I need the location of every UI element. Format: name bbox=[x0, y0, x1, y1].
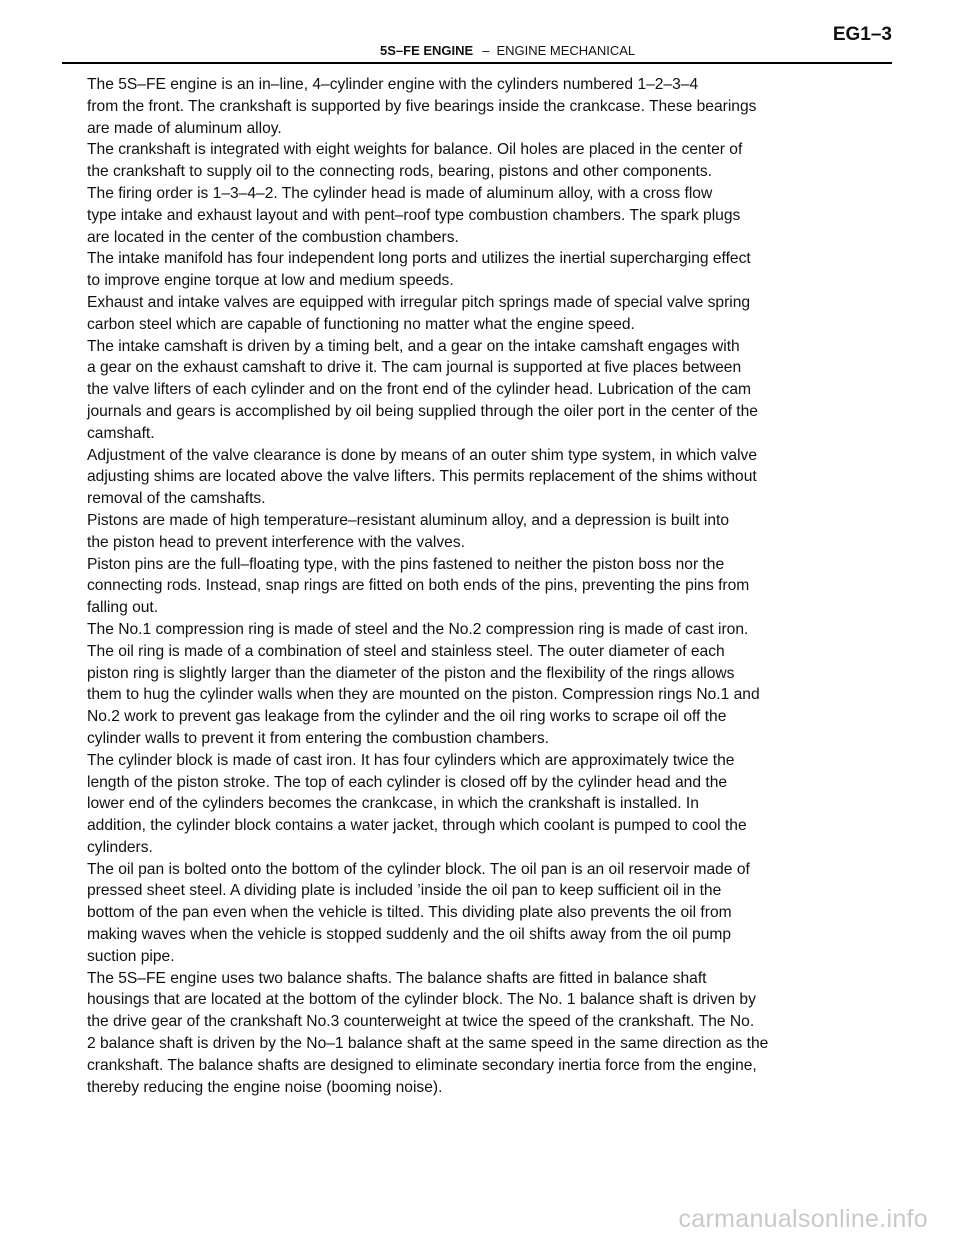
text-line: making waves when the vehicle is stopped suddenly and the oil shifts away from the oil pump bbox=[87, 926, 732, 944]
page-header bbox=[62, 24, 892, 64]
text-line: the piston head to prevent interference with the valves. bbox=[87, 533, 465, 551]
text-line: Piston pins are the full–floating type, with the pins fastened to neither the piston boss nor the bbox=[87, 555, 725, 573]
text-line: removal of the camshafts. bbox=[87, 490, 266, 508]
text-line: bottom of the pan even when the vehicle is tilted. This dividing plate also prevents the oil from bbox=[87, 904, 732, 922]
text-line: journals and gears is accomplished by oil being supplied through the oiler port in the center of the bbox=[87, 402, 758, 420]
text-line: suction pipe. bbox=[87, 947, 175, 965]
text-line: type intake and exhaust layout and with pent–roof type combustion chambers. The spark plugs bbox=[87, 206, 741, 224]
text-line: The cylinder block is made of cast iron. It has four cylinders which are approximately twice the bbox=[87, 751, 735, 769]
header-section-title: 5S–FE ENGINE bbox=[380, 43, 474, 58]
text-line: camshaft. bbox=[87, 424, 155, 442]
text-line: length of the piston stroke. The top of each cylinder is closed off by the cylinder head and the bbox=[87, 773, 728, 791]
text-line: addition, the cylinder block contains a water jacket, through which coolant is pumped to cool the bbox=[87, 817, 747, 835]
text-line: the drive gear of the crankshaft No.3 counterweight at twice the speed of the crankshaft. The No. bbox=[87, 1013, 755, 1031]
header-chapter-title: ENGINE MECHANICAL bbox=[496, 43, 636, 58]
text-line: piston ring is slightly larger than the diameter of the piston and the flexibility of the rings allows bbox=[87, 664, 735, 682]
text-line: the valve lifters of each cylinder and on the front end of the cylinder head. Lubrication of the cam bbox=[87, 381, 751, 399]
text-line: carbon steel which are capable of functioning no matter what the engine speed. bbox=[87, 315, 635, 333]
body-text bbox=[87, 74, 877, 1098]
text-line: are located in the center of the combustion chambers. bbox=[87, 228, 459, 246]
text-line: them to hug the cylinder walls when they are mounted on the piston. Compression rings No.1 and bbox=[87, 686, 760, 704]
text-line: lower end of the cylinders becomes the crankcase, in which the crankshaft is installed. In bbox=[87, 795, 699, 813]
text-line: the crankshaft to supply oil to the connecting rods, bearing, pistons and other components. bbox=[87, 163, 712, 181]
page-number: EG1–3 bbox=[832, 24, 892, 45]
text-line: The firing order is 1–3–4–2. The cylinder head is made of aluminum alloy, with a cross flow bbox=[87, 184, 713, 202]
text-line: The 5S–FE engine is an in–line, 4–cylinder engine with the cylinders numbered 1–2–3–4 bbox=[87, 76, 699, 93]
running-header bbox=[380, 44, 635, 58]
text-line: falling out. bbox=[87, 599, 159, 617]
text-line: cylinder walls to prevent it from entering the combustion chambers. bbox=[87, 729, 549, 747]
text-line: Adjustment of the valve clearance is done by means of an outer shim type system, in which valve bbox=[87, 446, 757, 464]
text-line: 2 balance shaft is driven by the No–1 balance shaft at the same speed in the same direction as the bbox=[87, 1035, 769, 1053]
text-line: from the front. The crankshaft is supported by five bearings inside the crankcase. These bearings bbox=[87, 97, 757, 115]
text-line: housings that are located at the bottom of the cylinder block. The No. 1 balance shaft is driven by bbox=[87, 991, 756, 1009]
text-line: to improve engine torque at low and medium speeds. bbox=[87, 272, 454, 290]
text-line: cylinders. bbox=[87, 838, 153, 856]
watermark: carmanualsonline.info bbox=[678, 1205, 928, 1233]
text-line: The 5S–FE engine uses two balance shafts. The balance shafts are fitted in balance shaft bbox=[87, 969, 707, 987]
header-separator: – bbox=[482, 43, 490, 58]
text-line: pressed sheet steel. A dividing plate is included ’inside the oil pan to keep sufficient oil in the bbox=[87, 882, 722, 900]
text-line: Exhaust and intake valves are equipped with irregular pitch springs made of special valve spring bbox=[87, 293, 751, 311]
text-line: The intake camshaft is driven by a timing belt, and a gear on the intake camshaft engages with bbox=[87, 337, 740, 355]
text-line: connecting rods. Instead, snap rings are fitted on both ends of the pins, preventing the pins from bbox=[87, 577, 750, 595]
text-line: adjusting shims are located above the valve lifters. This permits replacement of the shims without bbox=[87, 468, 757, 486]
text-line: The oil pan is bolted onto the bottom of the cylinder block. The oil pan is an oil reservoir made of bbox=[87, 860, 750, 878]
text-line: a gear on the exhaust camshaft to drive it. The cam journal is supported at five places between bbox=[87, 359, 742, 377]
text-line: No.2 work to prevent gas leakage from the cylinder and the oil ring works to scrape oil off the bbox=[87, 708, 727, 726]
text-line: crankshaft. The balance shafts are designed to eliminate secondary inertia force from the engine, bbox=[87, 1056, 757, 1074]
text-line: The crankshaft is integrated with eight weights for balance. Oil holes are placed in the center of bbox=[87, 141, 743, 159]
text-line: thereby reducing the engine noise (booming noise). bbox=[87, 1078, 443, 1096]
text-line: Pistons are made of high temperature–resistant aluminum alloy, and a depression is built into bbox=[87, 511, 730, 529]
text-line: are made of aluminum alloy. bbox=[87, 119, 282, 137]
text-line: The intake manifold has four independent long ports and utilizes the inertial supercharging effect bbox=[87, 250, 751, 268]
text-line: The oil ring is made of a combination of steel and stainless steel. The outer diameter of each bbox=[87, 642, 725, 660]
text-line: The No.1 compression ring is made of steel and the No.2 compression ring is made of cast iron. bbox=[87, 620, 749, 638]
